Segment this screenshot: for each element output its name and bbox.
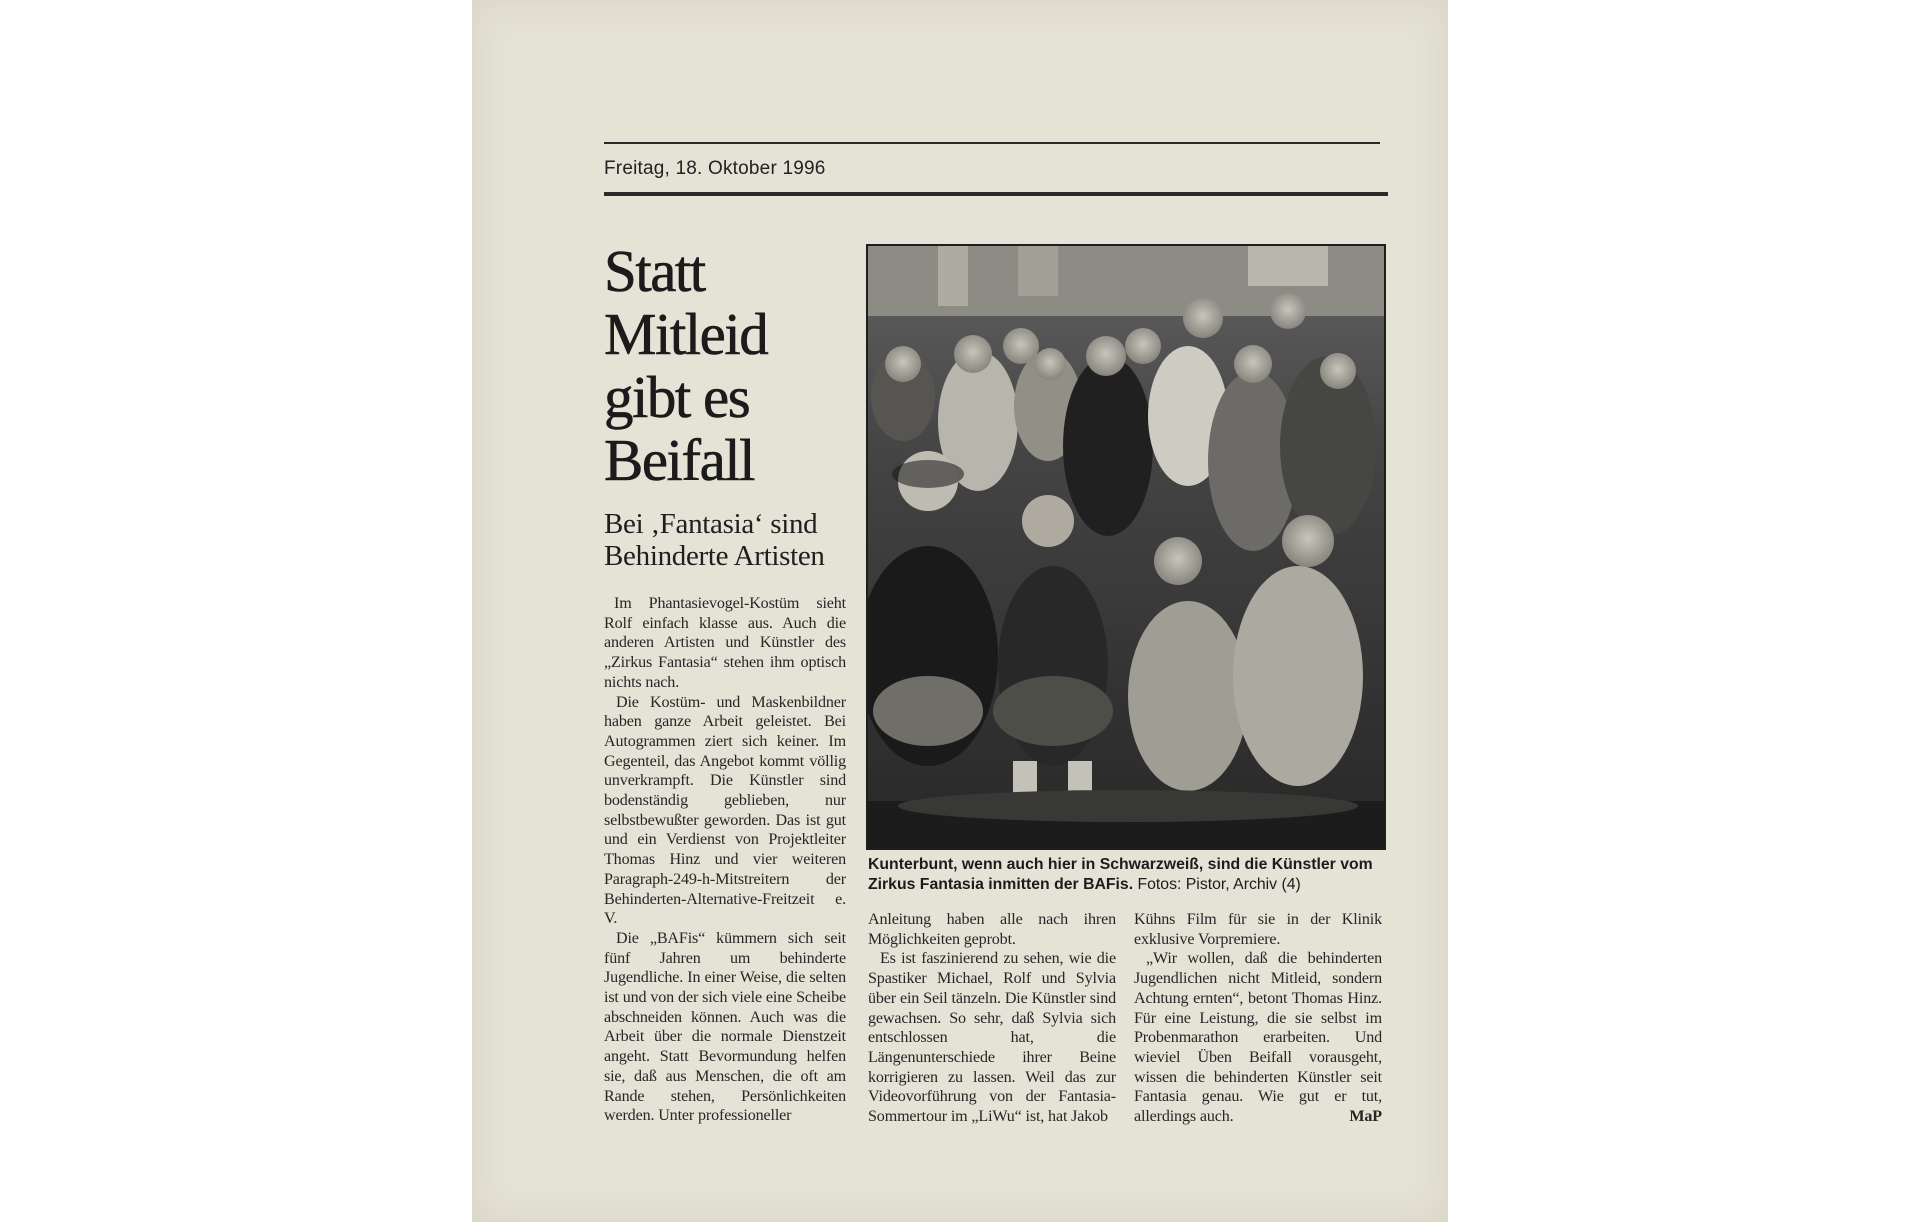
subheadline	[604, 508, 864, 572]
paragraph: Es ist faszinierend zu sehen, wie die Spastiker Michael, Rolf und Sylvia über ein Seil tänzeln. Die Künstler sind gewachsen. So sehr, daß Sylvia sich entschlossen hat, die Längenunterschiede ihrer Beine korrigieren zu lassen. Weil das zur Videovorführung von der Fantasia-Sommertour im „LiWu“ ist, hat Jakob	[868, 950, 1116, 1126]
headline-line: gibt es	[604, 364, 750, 430]
headline-line: Mitleid	[604, 301, 768, 367]
article-column-1	[604, 594, 846, 1126]
paragraph: Die Kostüm- und Maskenbildner haben ganze Arbeit geleistet. Bei Autogrammen ziert sich keiner. Im Gegenteil, das Angebot kommt völlig unverkrampft. Die Künstler sind bodenständig geblieben, nur selbstbewußter geworden. Das ist gut und ein Verdienst von Projektleiter Thomas Hinz und vier weiteren Paragraph-249-h-Mitstreitern der Behinderten-Alternative-Freitzeit e. V.	[604, 693, 846, 928]
paragraph: Kühns Film für sie in der Klinik exklusive Vorpremiere.	[1134, 911, 1382, 948]
top-rule-thin	[604, 142, 1380, 144]
subhead-line: Bei ‚Fantasia‘ sind	[604, 508, 818, 540]
paragraph: Anleitung haben alle nach ihren Möglichkeiten geprobt.	[868, 911, 1116, 948]
headline-line: Beifall	[604, 427, 755, 493]
photo-caption	[868, 855, 1390, 895]
article-column-2	[868, 910, 1116, 1127]
newspaper-clipping	[472, 0, 1448, 1222]
subhead-line: Behinderte Artisten	[604, 540, 825, 572]
top-rule-thick	[604, 192, 1388, 196]
author-initials: MaP	[1349, 1108, 1382, 1126]
photo-credit: Fotos: Pistor, Archiv (4)	[1137, 876, 1301, 893]
headline-line: Statt	[604, 238, 705, 304]
paragraph: Die „BAFis“ kümmern sich seit fünf Jahren um behinderte Jugendliche. In einer Weise, die selten ist und von der sich viele eine Scheibe abschneiden können. Auch was die Arbeit über die normale Dienstzeit angeht. Statt Bevormundung helfen sie, daß aus Menschen, die oft am Rande stehen, Persönlichkeiten werden. Unter professioneller	[604, 929, 846, 1125]
paragraph	[1134, 949, 1382, 1126]
paragraph-text: „Wir wollen, daß die behinderten Jugendlichen nicht Mitleid, sondern Achtung ernten“, betont Thomas Hinz. Für eine Leistung, die sie selbst im Probenmarathon erarbeiten. Und wieviel Üben Beifall vorausgeht, wissen die behinderten Künstler seit Fantasia genau. Wie gut er tut, allerdings auch.	[1134, 950, 1382, 1126]
group-photo	[866, 244, 1386, 850]
caption-text: Kunterbunt, wenn auch hier in Schwarzweiß, sind die Künstler vom Zirkus Fantasia inmitten der BAFis.	[868, 856, 1373, 893]
paragraph: Im Phantasievogel-Kostüm sieht Rolf einfach klasse aus. Auch die anderen Artisten und Künstler des „Zirkus Fantasia“ stehen ihm optisch nichts nach.	[604, 595, 846, 691]
article-column-3	[1134, 910, 1382, 1127]
headline	[604, 240, 834, 492]
dateline: Freitag, 18. Oktober 1996	[604, 158, 826, 179]
group-photo-image	[868, 246, 1384, 848]
